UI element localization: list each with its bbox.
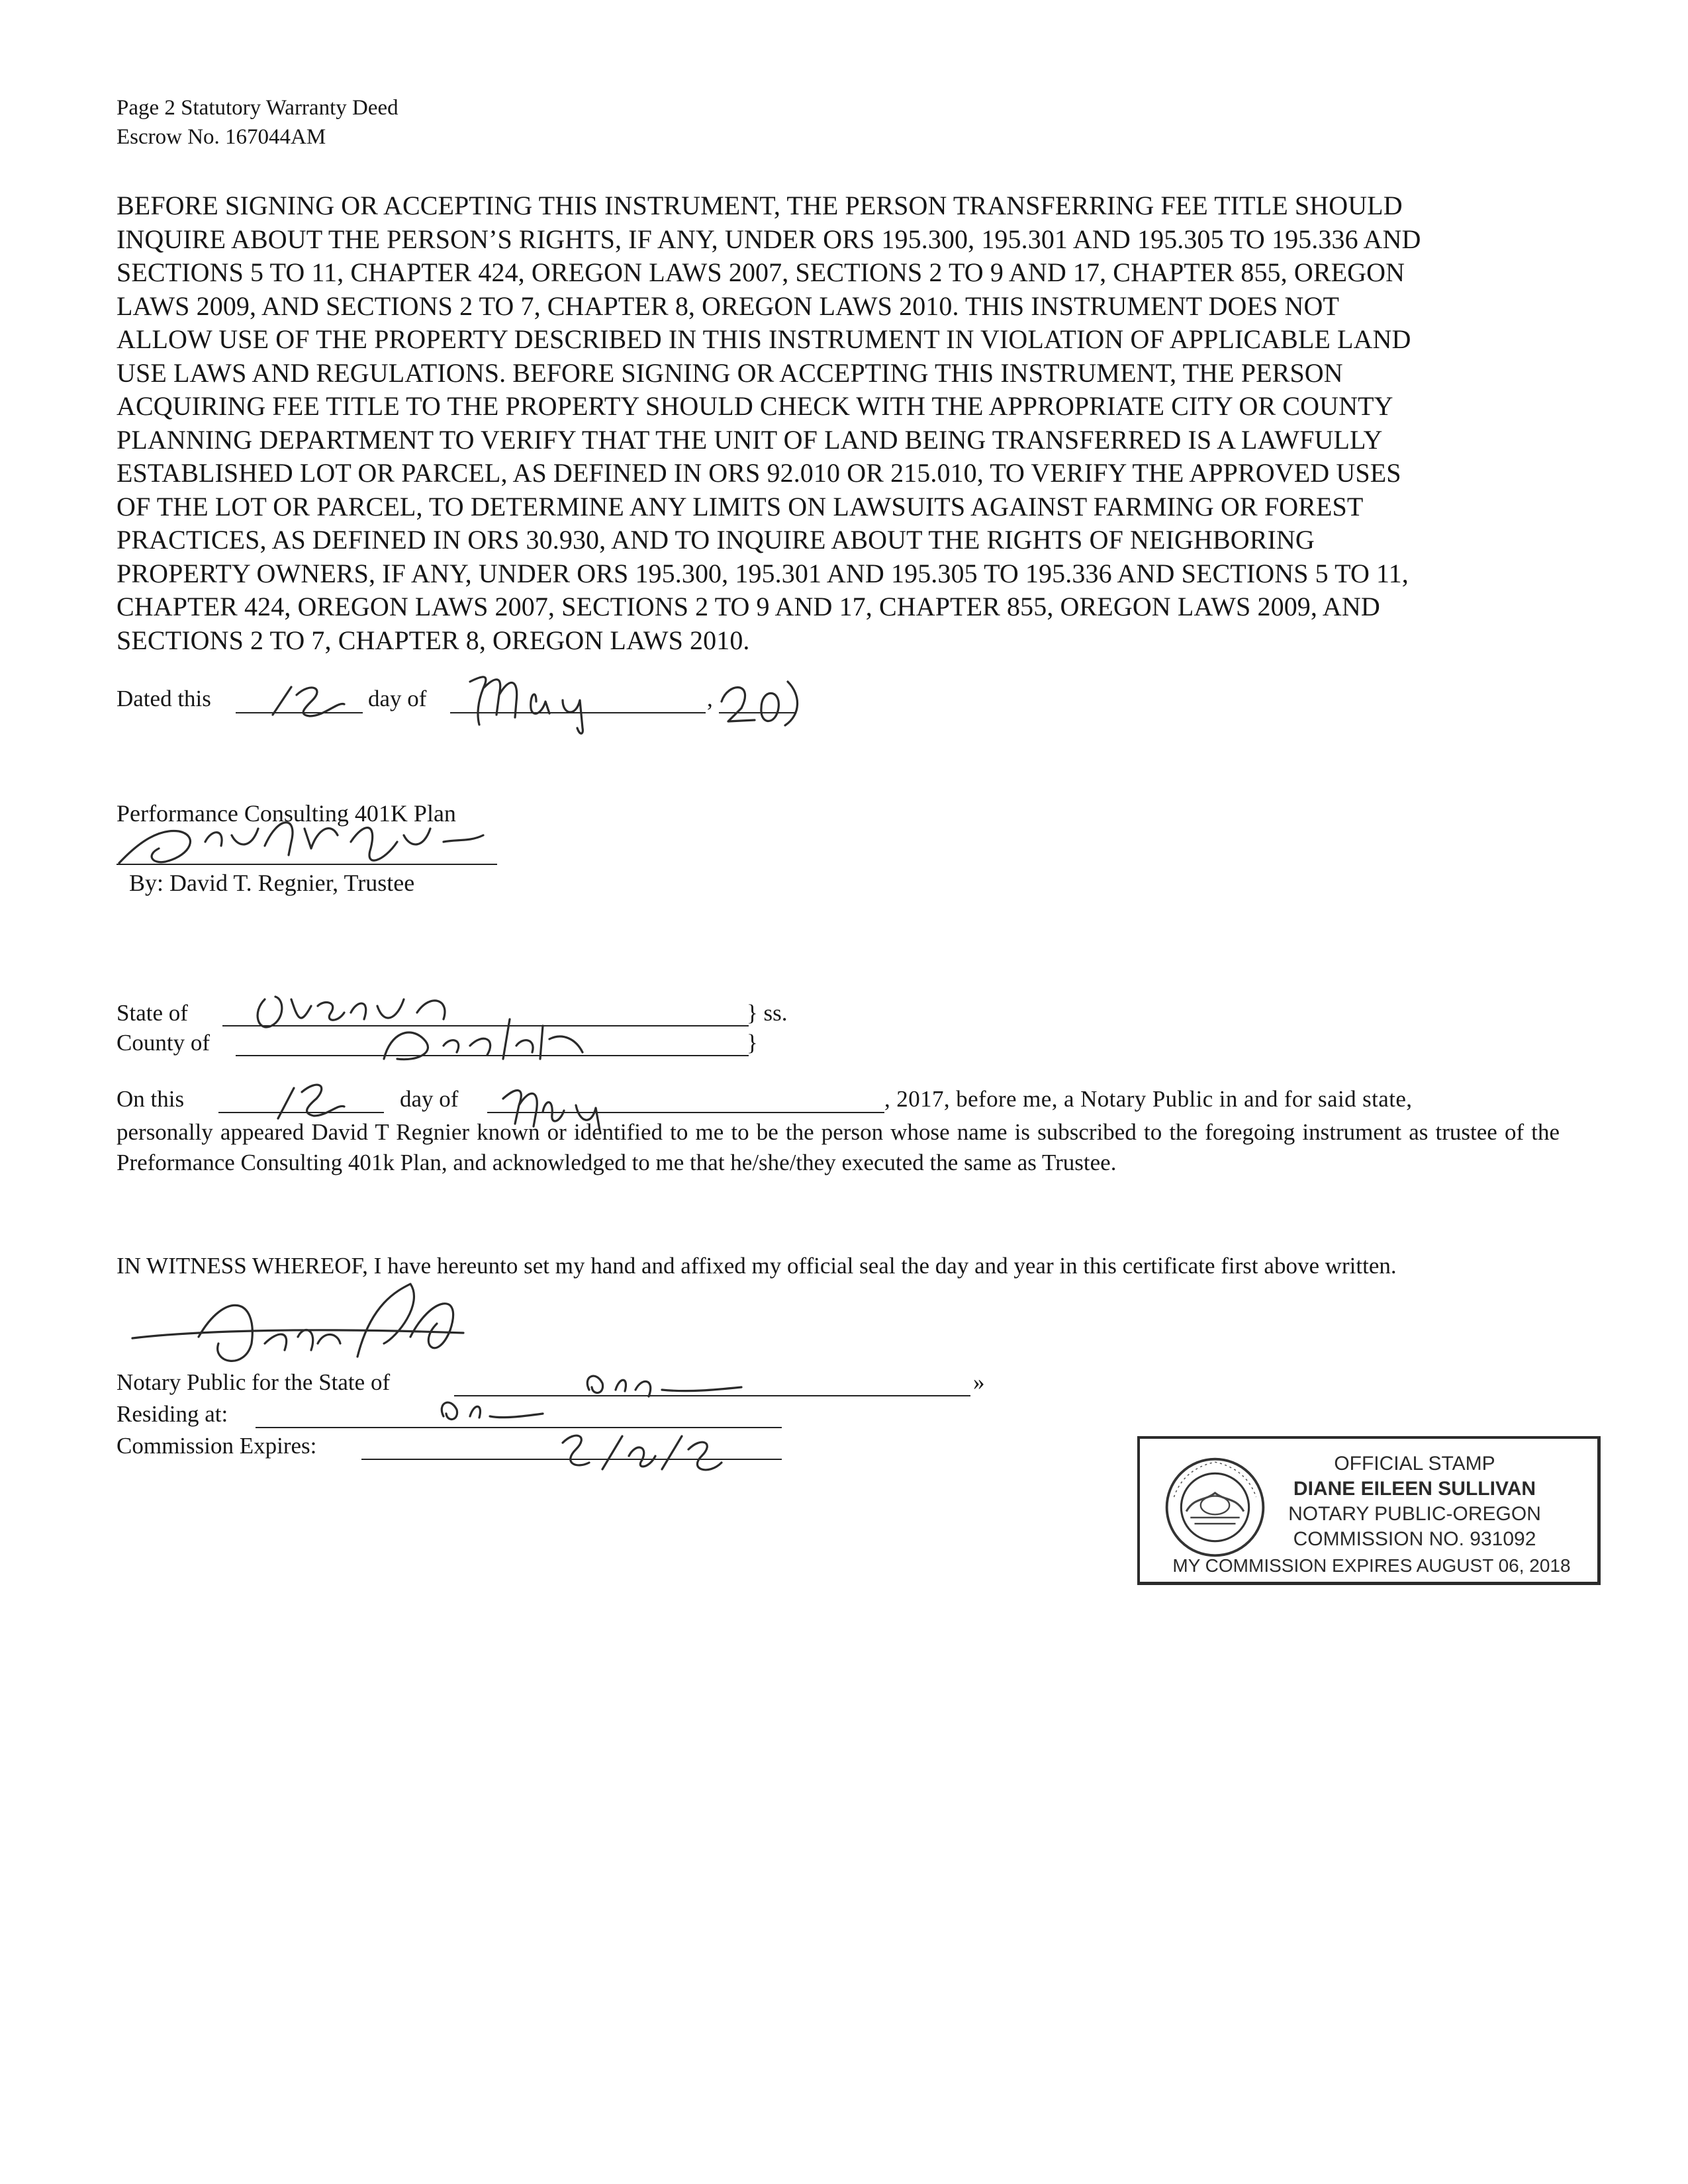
statutory-warning: BEFORE SIGNING OR ACCEPTING THIS INSTRUMENT, THE PERSON TRANSFERRING FEE TITLE SHOULD INQUIRE ABOUT THE PERSON’S RIGHTS, IF ANY, UNDER ORS 195.300, 195.301 AND 195.305 TO 195.336 AND SECTIONS 5 TO 11, CHAPTER 424, OREGON LAWS 2007, SECTIONS 2 TO 9 AND 17, CHAPTER 855, OREGON LAWS 2009, AND SECTIONS 2 TO 7, CHAPTER 8, OREGON LAWS 2010. THIS INSTRUMENT DOES NOT ALLOW USE OF THE PROPERTY DESCRIBED IN THIS INSTRUMENT IN VIOLATION OF APPLICABLE LAND USE LAWS AND REGULATIONS. BEFORE SIGNING OR ACCEPTING THIS INSTRUMENT, THE PERSON ACQUIRING FEE TITLE TO THE PROPERTY SHOULD CHECK WITH THE APPROPRIATE CITY OR COUNTY PLANNING DEPARTMENT TO VERIFY THAT THE UNIT OF LAND BEING TRANSFERRED IS A LAWFULLY ESTABLISHED LOT OR PARCEL, AS DEFINED IN ORS 92.010 OR 215.010, TO VERIFY THE APPROVED USES OF THE LOT OR PARCEL, TO DETERMINE ANY LIMITS ON LAWSUITS AGAINST FARMING OR FOREST PRACTICES, AS DEFINED IN ORS 30.930, AND TO INQUIRE ABOUT THE RIGHTS OF NEIGHBORING PROPERTY OWNERS, IF ANY, UNDER ORS 195.300, 195.301 AND 195.305 TO 195.336 AND SECTIONS 5 TO 11, CHAPTER 424, OREGON LAWS 2007, SECTIONS 2 TO 9 AND 17, CHAPTER 855, OREGON LAWS 2009, AND SECTIONS 2 TO 7, CHAPTER 8, OREGON LAWS 2010.	[117, 191, 1421, 655]
escrow-number: Escrow No. 167044AM	[117, 125, 326, 149]
page-title: Page 2 Statutory Warranty Deed	[117, 96, 399, 120]
notary-signature	[119, 1264, 596, 1383]
grantor-entity: Performance Consulting 401K Plan	[117, 800, 456, 827]
dated-day-of-label: day of	[368, 686, 427, 711]
stamp-notary-name: DIANE EILEEN SULLIVAN	[1293, 1478, 1536, 1500]
official-notary-stamp	[1137, 1436, 1601, 1585]
county-of-label: County of	[117, 1030, 210, 1056]
commission-expires-label: Commission Expires:	[117, 1433, 317, 1459]
grantor-by-line: By: David T. Regnier, Trustee	[129, 870, 415, 896]
witness-text: IN WITNESS WHEREOF, I have hereunto set my hand and affixed my official seal the day and year in this certificate first above written.	[117, 1253, 1397, 1279]
ack-day-of-label: day of	[400, 1086, 459, 1112]
handwritten-state-county	[252, 973, 622, 1066]
notary-closing-mark: »	[973, 1369, 985, 1395]
dated-comma: ,	[707, 686, 713, 711]
handwritten-notary-state	[583, 1363, 781, 1403]
handwritten-month-date	[463, 662, 808, 735]
venue-brace: }	[747, 1030, 758, 1056]
dated-label: Dated this	[117, 686, 211, 711]
state-of-label: State of	[117, 1000, 188, 1026]
handwritten-day-signature	[265, 675, 397, 728]
stamp-commission-expires: MY COMMISSION EXPIRES AUGUST 06, 2018	[1172, 1555, 1571, 1576]
ack-on-this-label: On this	[117, 1086, 185, 1112]
notary-public-label: Notary Public for the State of	[117, 1369, 391, 1395]
stamp-notary-public: NOTARY PUBLIC-OREGON	[1288, 1503, 1541, 1525]
stamp-commission-number: COMMISSION NO. 931092	[1293, 1528, 1536, 1550]
stamp-official-stamp: OFFICIAL STAMP	[1334, 1453, 1495, 1475]
ack-body: personally appeared David T Regnier known or identified to me to be the person whose name is subscribed to the foregoing instrument as trustee of the Preformance Consulting 401k Plan, and acknowledged to me that he/she/they executed the same as Trustee.	[117, 1119, 1560, 1175]
handwritten-commission-date	[549, 1423, 748, 1482]
venue-ss: } ss.	[747, 1000, 788, 1026]
residing-at-label: Residing at:	[117, 1401, 228, 1427]
ack-year-clause: , 2017, before me, a Notary Public in and for said state,	[884, 1086, 1413, 1112]
